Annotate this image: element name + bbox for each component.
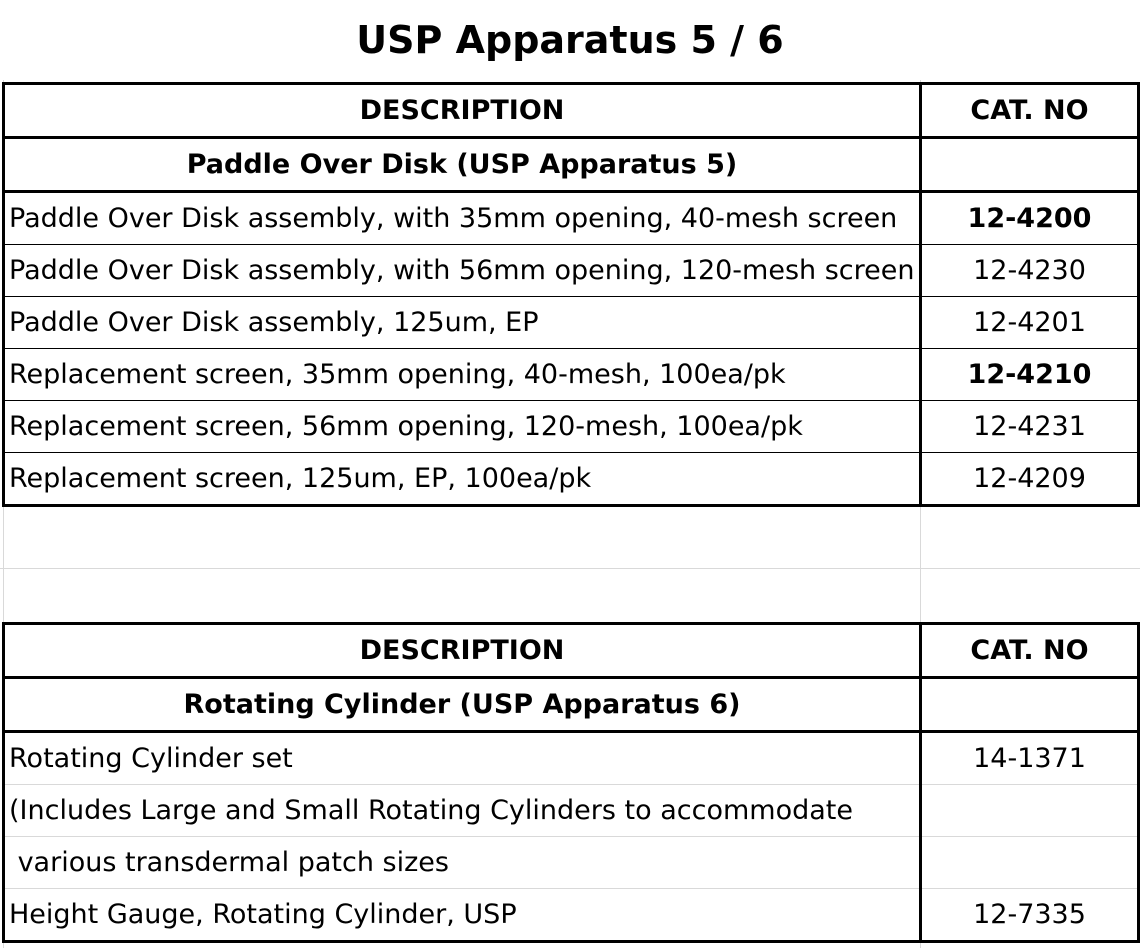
table-row[interactable] xyxy=(4,192,1139,245)
table-row[interactable] xyxy=(4,732,1139,785)
row-cat-no: 14-1371 xyxy=(921,732,1139,785)
section-title: Rotating Cylinder (USP Apparatus 6) xyxy=(4,678,921,732)
row-cat-no: 12-4231 xyxy=(921,401,1139,453)
section-row xyxy=(4,138,1139,192)
table-row[interactable] xyxy=(4,453,1139,506)
cat-no-header: CAT. NO xyxy=(921,624,1139,678)
row-description: various transdermal patch sizes xyxy=(4,837,921,889)
row-cat-no: 12-4201 xyxy=(921,297,1139,349)
table-row[interactable] xyxy=(4,245,1139,297)
table-header-row xyxy=(4,624,1139,678)
apparatus-6-table xyxy=(2,622,1140,943)
description-header: DESCRIPTION xyxy=(4,624,921,678)
row-description: Rotating Cylinder set xyxy=(4,732,921,785)
row-description: Height Gauge, Rotating Cylinder, USP xyxy=(4,889,921,942)
description-header: DESCRIPTION xyxy=(4,84,921,138)
row-cat-no: 12-4200 xyxy=(921,192,1139,245)
gridline-horizontal xyxy=(0,568,1140,569)
cat-no-header: CAT. NO xyxy=(921,84,1139,138)
table-row[interactable] xyxy=(4,889,1139,942)
table-row[interactable] xyxy=(4,837,1139,889)
table-header-row xyxy=(4,84,1139,138)
table-row[interactable] xyxy=(4,297,1139,349)
apparatus-5-table xyxy=(2,82,1140,507)
section-cat-no xyxy=(921,138,1139,192)
row-cat-no xyxy=(921,837,1139,889)
table-row[interactable] xyxy=(4,401,1139,453)
section-cat-no xyxy=(921,678,1139,732)
row-description: Replacement screen, 35mm opening, 40-mesh, 100ea/pk xyxy=(4,349,921,401)
section-title: Paddle Over Disk (USP Apparatus 5) xyxy=(4,138,921,192)
row-cat-no: 12-7335 xyxy=(921,889,1139,942)
page-title: USP Apparatus 5 / 6 xyxy=(0,0,1140,80)
row-description: Paddle Over Disk assembly, with 56mm opening, 120-mesh screen xyxy=(4,245,921,297)
row-cat-no xyxy=(921,785,1139,837)
row-description: (Includes Large and Small Rotating Cylinders to accommodate xyxy=(4,785,921,837)
row-description: Replacement screen, 56mm opening, 120-mesh, 100ea/pk xyxy=(4,401,921,453)
row-cat-no: 12-4209 xyxy=(921,453,1139,506)
row-cat-no: 12-4210 xyxy=(921,349,1139,401)
row-cat-no: 12-4230 xyxy=(921,245,1139,297)
row-description: Paddle Over Disk assembly, 125um, EP xyxy=(4,297,921,349)
row-description: Replacement screen, 125um, EP, 100ea/pk xyxy=(4,453,921,506)
table-row[interactable] xyxy=(4,349,1139,401)
table-row[interactable] xyxy=(4,785,1139,837)
section-row xyxy=(4,678,1139,732)
row-description: Paddle Over Disk assembly, with 35mm opening, 40-mesh screen xyxy=(4,192,921,245)
